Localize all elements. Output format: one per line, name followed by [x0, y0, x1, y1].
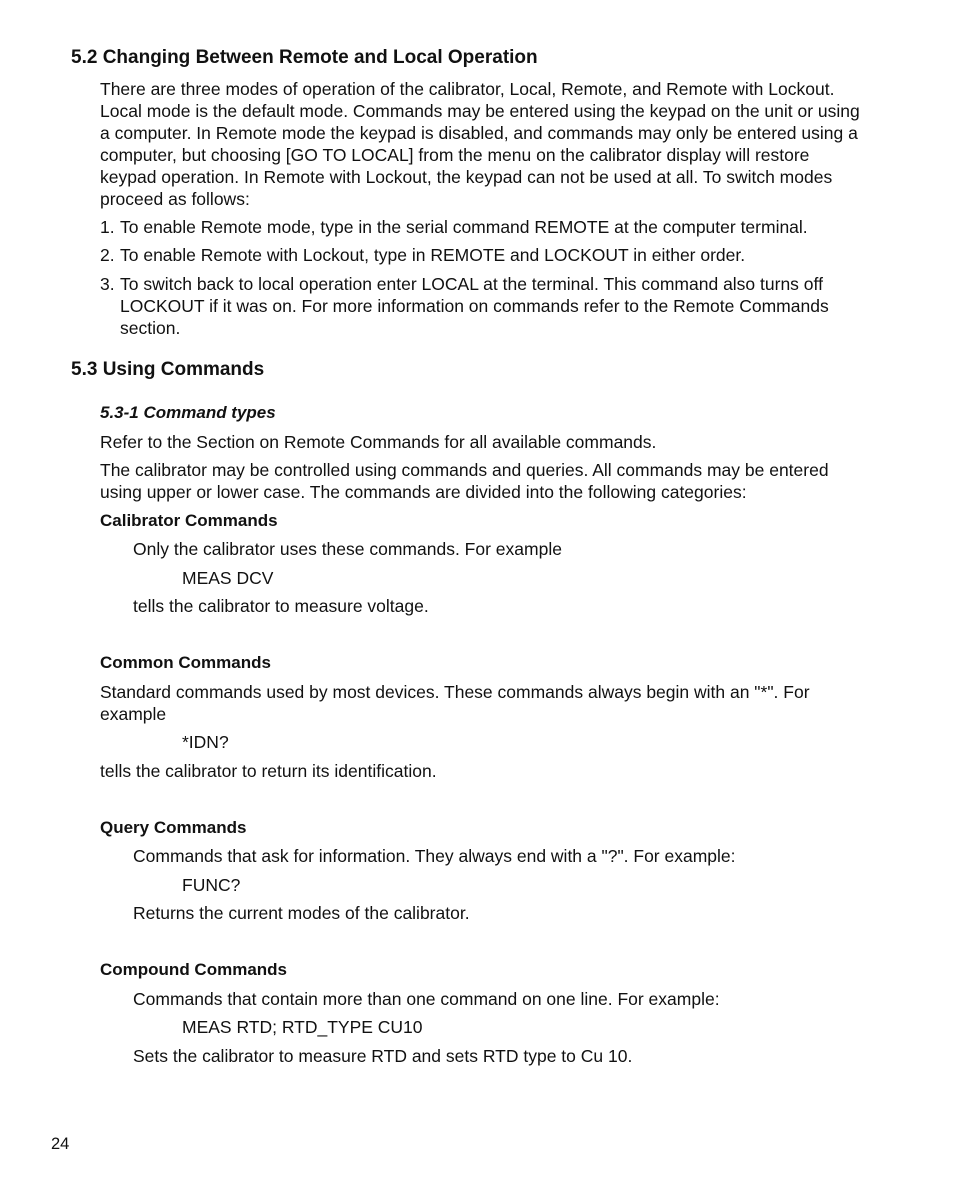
- list-item-text: To switch back to local operation enter LOCAL at the terminal. This command also turns off LOCKOUT if it was on. For more information on commands refer to the Remote Commands section.: [120, 274, 829, 338]
- category-description: Standard commands used by most devices. These commands always begin with an "*". For example: [100, 682, 810, 724]
- category-heading-compound: Compound Commands: [100, 960, 287, 979]
- list-item: [100, 273, 860, 339]
- command-example: MEAS RTD; RTD_TYPE CU10: [182, 1017, 423, 1037]
- category-description: Commands that contain more than one command on one line. For example:: [133, 989, 720, 1009]
- paragraph: Refer to the Section on Remote Commands for all available commands.: [100, 432, 657, 452]
- category-description: Commands that ask for information. They always end with a "?". For example:: [133, 846, 736, 866]
- section-5-2-intro: There are three modes of operation of the calibrator, Local, Remote, and Remote with Lockout. Local mode is the default mode. Commands may be entered using the keypad on the unit or using a computer. In Remote mode the keypad is disabled, and commands may only be entered using a computer, but choosing [GO TO LOCAL] from the menu on the calibrator display will restore keypad operation. In Remote with Lockout, the keypad can not be used at all. To switch modes proceed as follows:: [100, 79, 860, 209]
- list-item-text: To enable Remote with Lockout, type in REMOTE and LOCKOUT in either order.: [120, 245, 746, 265]
- subsection-heading: 5.3-1 Command types: [100, 403, 276, 422]
- list-item-number: 3.: [100, 274, 115, 294]
- category-heading-query: Query Commands: [100, 818, 247, 837]
- example-explanation: Returns the current modes of the calibrator.: [133, 903, 470, 923]
- paragraph: The calibrator may be controlled using commands and queries. All commands may be entered using upper or lower case. The commands are divided into the following categories:: [100, 460, 829, 502]
- example-explanation: tells the calibrator to measure voltage.: [133, 596, 429, 616]
- command-example: MEAS DCV: [182, 568, 274, 588]
- list-item-number: 1.: [100, 217, 115, 237]
- category-description: Only the calibrator uses these commands. For example: [133, 539, 562, 559]
- section-heading-5-3: 5.3 Using Commands: [71, 359, 265, 380]
- category-heading-calibrator: Calibrator Commands: [100, 511, 278, 530]
- list-item: [100, 244, 860, 266]
- page-number: 24: [51, 1135, 70, 1153]
- command-example: FUNC?: [182, 875, 241, 895]
- list-item-number: 2.: [100, 245, 115, 265]
- example-explanation: tells the calibrator to return its identification.: [100, 761, 437, 781]
- example-explanation: Sets the calibrator to measure RTD and sets RTD type to Cu 10.: [133, 1046, 633, 1066]
- list-item: [100, 216, 860, 238]
- list-item-text: To enable Remote mode, type in the serial command REMOTE at the computer terminal.: [120, 217, 808, 237]
- category-heading-common: Common Commands: [100, 653, 271, 672]
- section-heading-5-2: 5.2 Changing Between Remote and Local Operation: [71, 47, 538, 68]
- command-example: *IDN?: [182, 732, 229, 752]
